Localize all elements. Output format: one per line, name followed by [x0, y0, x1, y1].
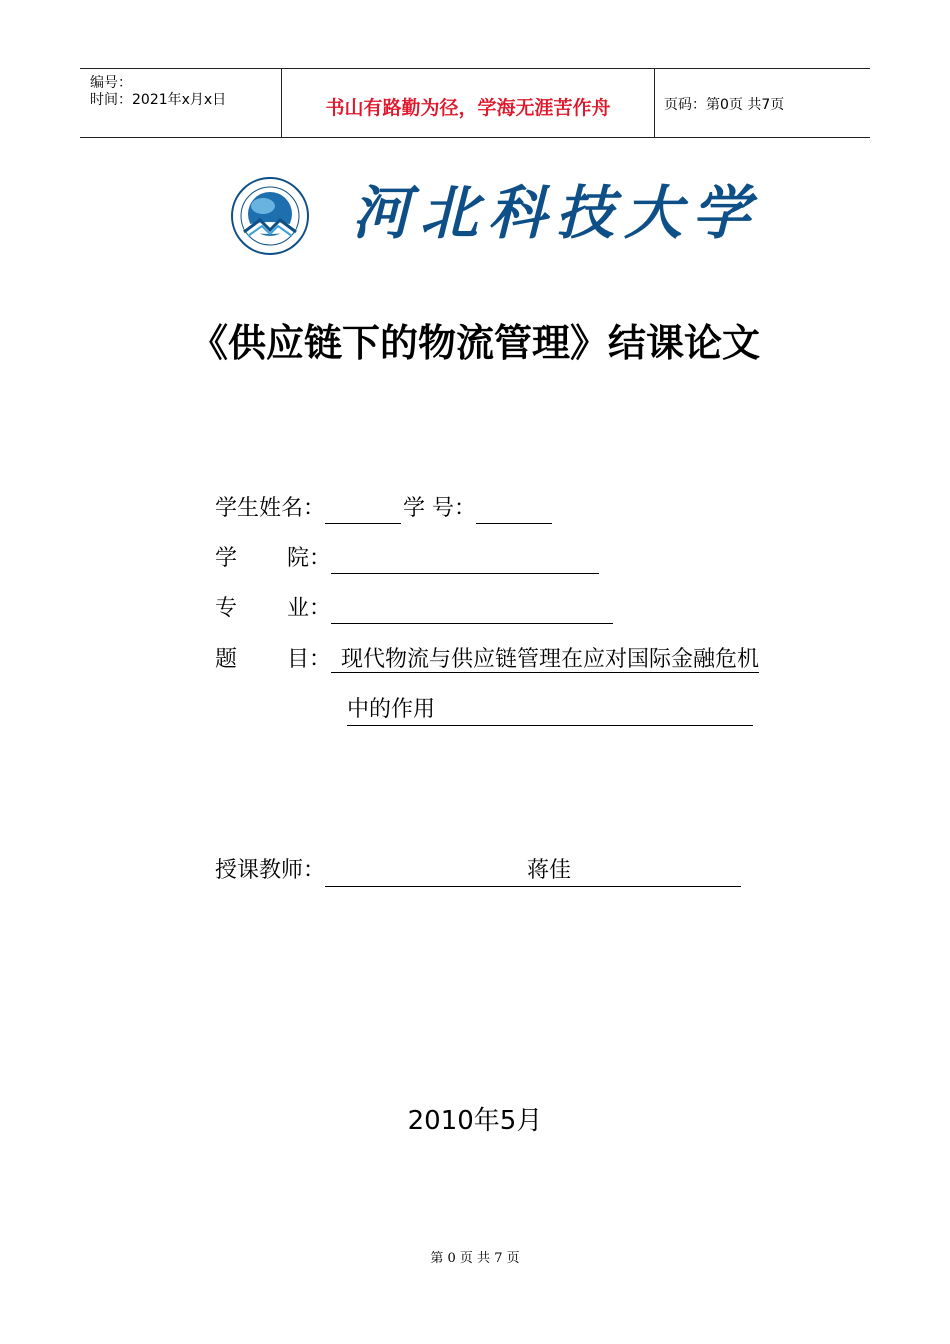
topic-label: 题: [215, 647, 238, 672]
page-footer: 第 0 页 共 7 页: [430, 1251, 520, 1266]
page-title: 《供应链下的物流管理》结课论文: [189, 321, 760, 365]
document-date: 2010年5月: [407, 1106, 543, 1136]
university-name-logo: 河北科技大学: [352, 179, 761, 247]
college-label: 学: [215, 546, 238, 571]
teacher-name: 蒋佳: [527, 858, 572, 883]
teacher-field: [325, 856, 741, 887]
topic-row-2: [347, 695, 753, 726]
student-id-field[interactable]: [476, 497, 552, 524]
major-label-suffix: 业：: [287, 596, 332, 621]
major-label: 专: [215, 596, 238, 621]
topic-line-1: [331, 647, 759, 673]
header-table: [80, 68, 870, 138]
page-info: 页码：第0页 共7页: [664, 97, 785, 113]
topic-text-2: 中的作用: [347, 697, 436, 722]
college-row: [215, 544, 599, 574]
major-field[interactable]: [331, 597, 613, 624]
motto-text: 书山有路勤为径，学海无涯苦作舟: [325, 97, 611, 119]
topic-row: [215, 645, 759, 675]
college-label-suffix: 院：: [287, 546, 332, 571]
time-label: 时间：2021年x月x日: [90, 92, 227, 108]
header-page-cell: [654, 69, 870, 137]
teacher-label: 授课教师：: [215, 858, 326, 883]
student-name-label: 学生姓名：: [215, 496, 326, 521]
header-info-cell: [80, 69, 281, 137]
header-motto-cell: [281, 69, 655, 137]
topic-text-1: 现代物流与供应链管理在应对国际金融危机: [341, 647, 760, 672]
topic-label-suffix: 目：: [287, 647, 332, 672]
student-name-field[interactable]: [325, 497, 401, 524]
topic-line-2: [347, 695, 753, 726]
student-id-label: 学 号：: [403, 496, 477, 521]
university-emblem-icon: [230, 176, 310, 256]
teacher-row: [215, 856, 741, 887]
student-row: [215, 494, 552, 524]
number-label: 编号：: [90, 75, 132, 91]
college-field[interactable]: [331, 547, 599, 574]
major-row: [215, 594, 613, 624]
